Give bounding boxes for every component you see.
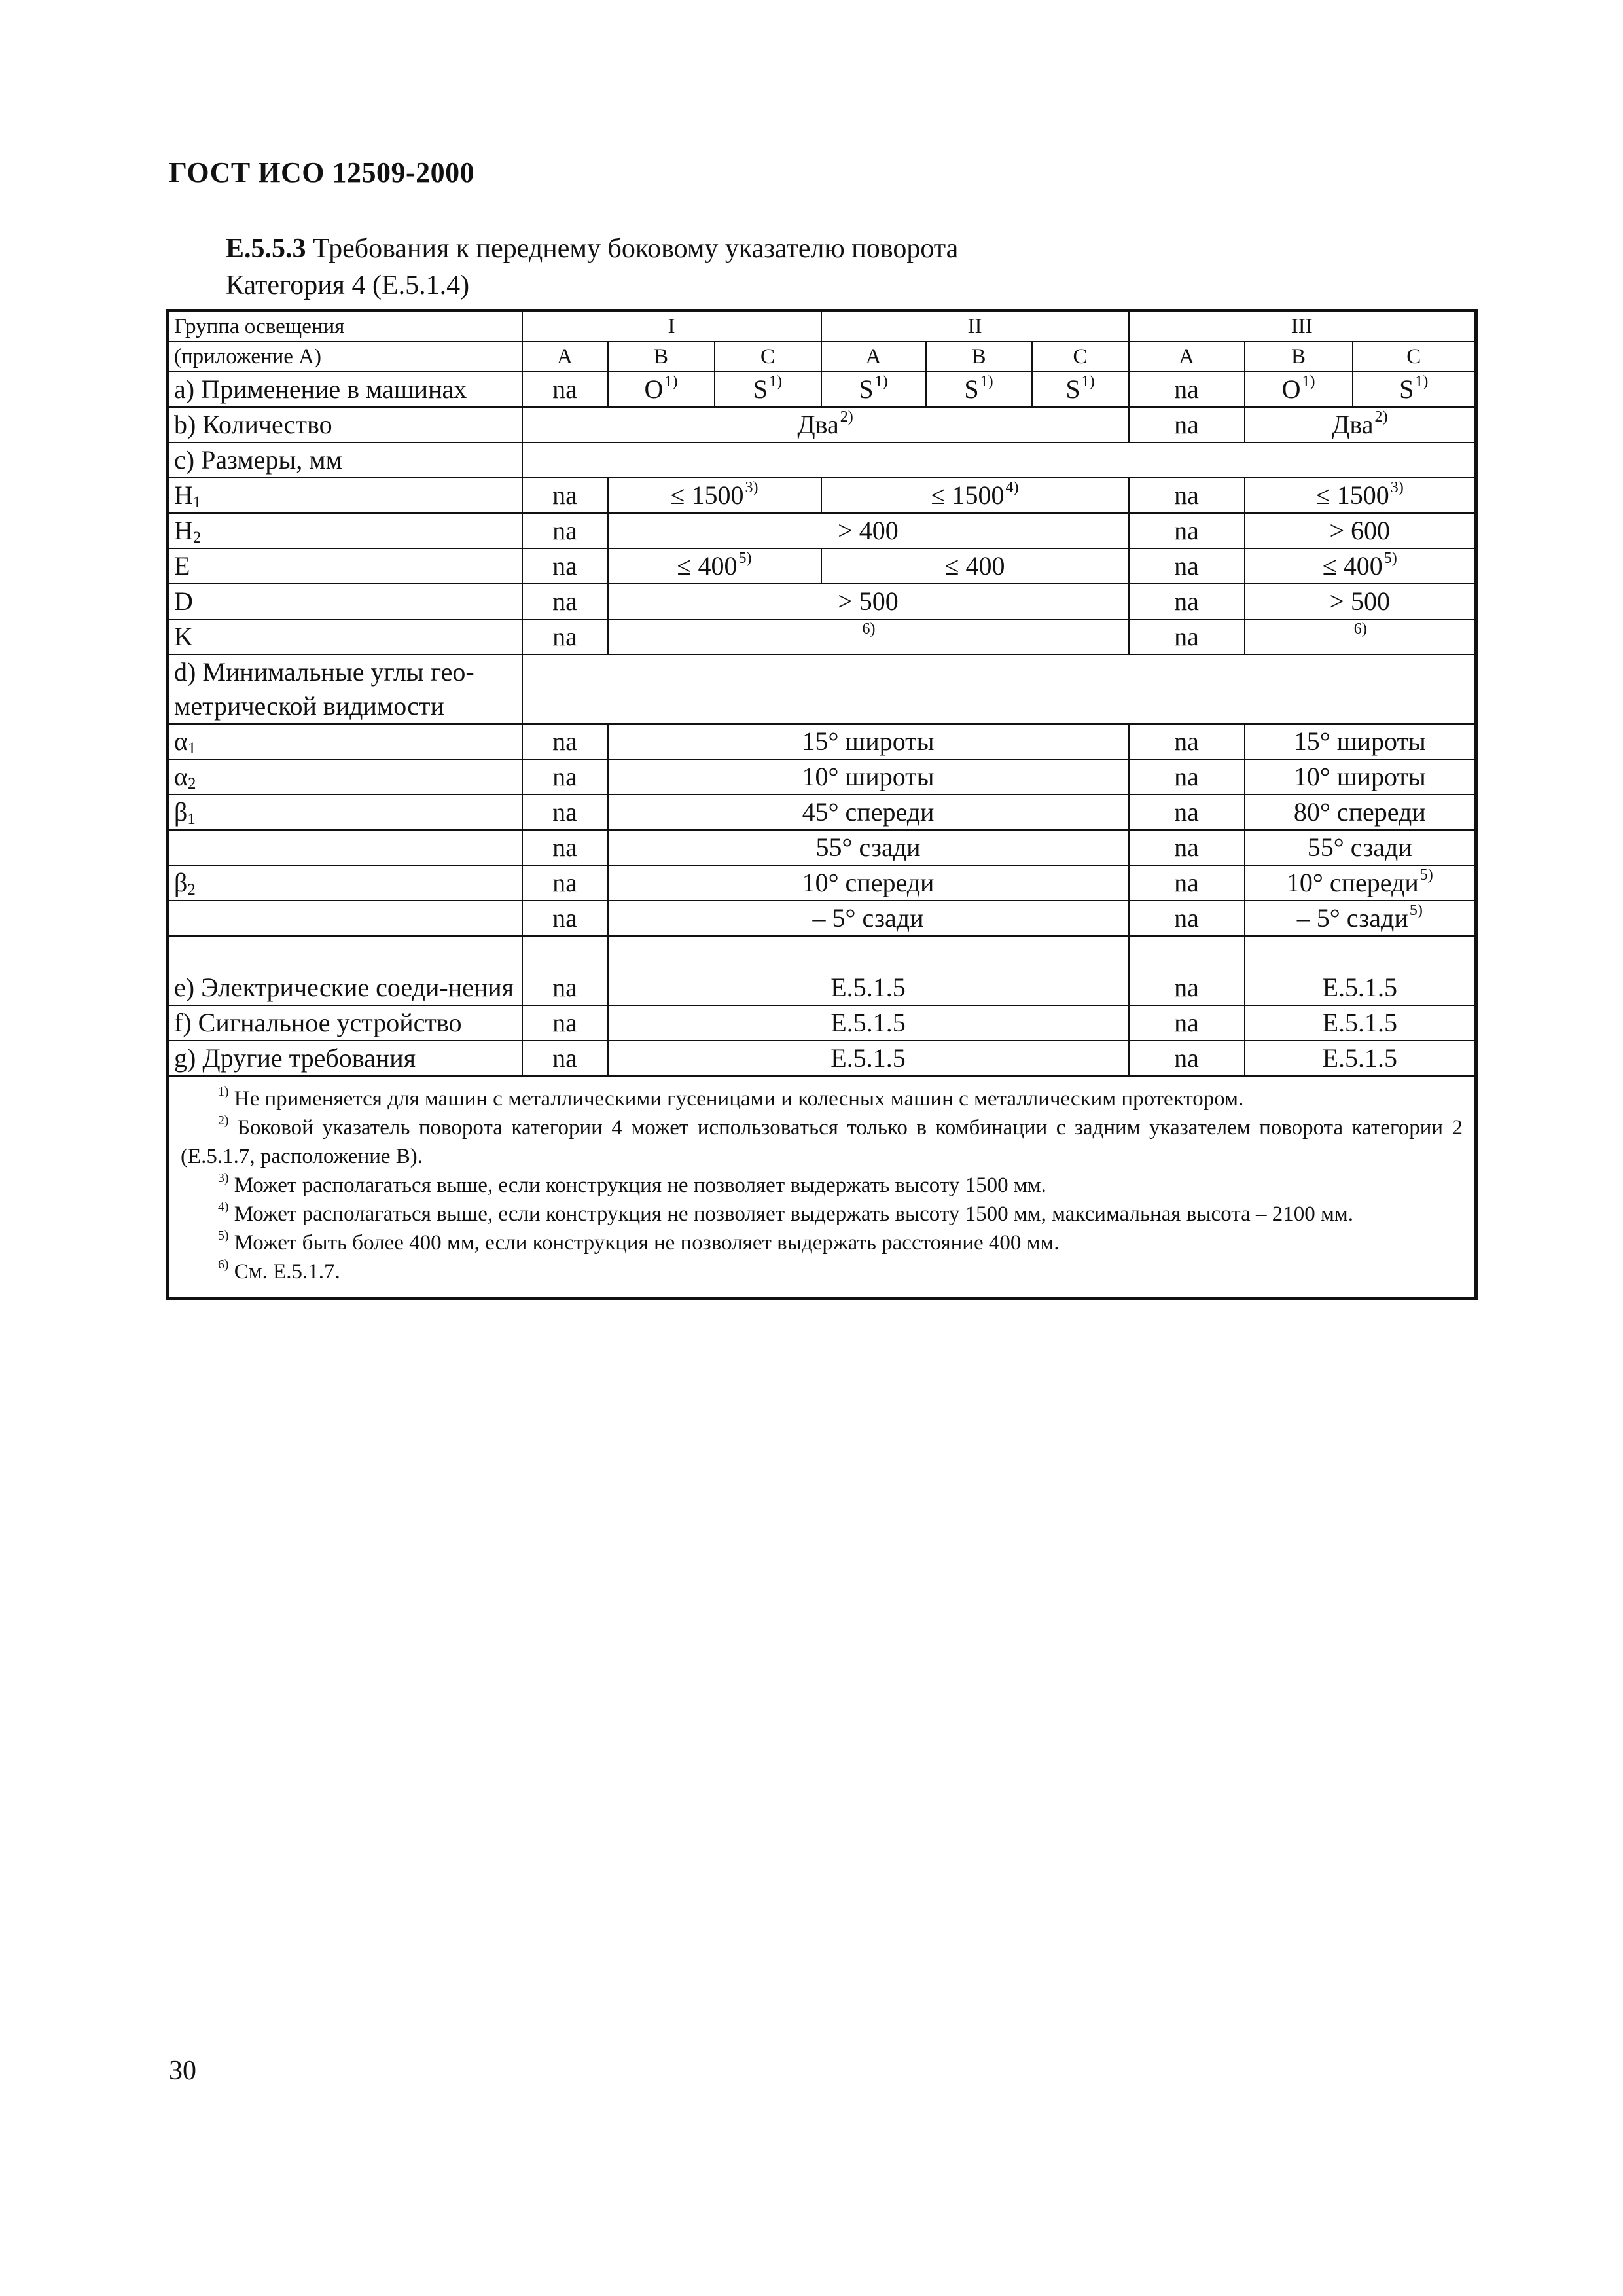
row-label: $H_1$ [168, 478, 522, 513]
page-number: 30 [169, 2056, 196, 2086]
subcol: A [1129, 342, 1245, 372]
row-beta1-rear [168, 830, 1476, 865]
table-cell: 55° сзади [608, 830, 1129, 865]
subcol: B [1245, 342, 1353, 372]
footnote: $^{4)}$ Может располагаться выше, если конструкция не позволяет выдержать высоту 1500 мм, максимальная высота – 2100 мм. [218, 1200, 1353, 1226]
table-cell: na [522, 724, 608, 759]
table-cell: na [522, 1005, 608, 1041]
table-cell: na [522, 513, 608, 548]
table-cell: na [1129, 724, 1245, 759]
row-alpha2 [168, 759, 1476, 795]
subcol: C [1032, 342, 1129, 372]
table-cell: ≤ $1500^{4)}$ [821, 478, 1129, 513]
section-subtitle: Категория 4 (Е.5.1.4) [226, 270, 470, 300]
table-cell: na [522, 936, 608, 1005]
table-cell: na [1129, 407, 1245, 442]
row-e [168, 548, 1476, 584]
footnote: $^{2)}$ Боковой указатель поворота категории 4 может использоваться только в комбинации с задним указателем поворота категории 2 (Е.5.1.7, расположение В). [181, 1113, 1463, 1168]
row-min-angles [168, 655, 1476, 724]
section-heading [226, 230, 958, 304]
table-cell: E.5.1.5 [1245, 1005, 1476, 1041]
row-label: $\beta_1$ [168, 795, 522, 830]
row-application [168, 372, 1476, 407]
row-alpha1 [168, 724, 1476, 759]
table-cell: > 400 [608, 513, 1129, 548]
group-iii: III [1129, 311, 1476, 342]
table-cell: ≤ 400 [821, 548, 1129, 584]
footnote: $^{5)}$ Может быть более 400 мм, если конструкция не позволяет выдержать расстояние 400 мм. [218, 1229, 1060, 1255]
section-number: Е.5.5.3 [226, 234, 306, 264]
subcol: A [821, 342, 926, 372]
header-row-groups [168, 311, 1476, 342]
footnote: $^{3)}$ Может располагаться выше, если конструкция не позволяет выдержать высоту 1500 мм. [218, 1171, 1046, 1197]
table-cell: 15° широты [1245, 724, 1476, 759]
row-label: a) Применение в машинах [168, 372, 522, 407]
group-i: I [522, 311, 821, 342]
row-k [168, 619, 1476, 655]
table-cell: > 500 [1245, 584, 1476, 619]
row-label [168, 830, 522, 865]
row-label: K [168, 619, 522, 655]
subcol: B [608, 342, 715, 372]
table-cell: ≤ $400^{5)}$ [608, 548, 821, 584]
table-cell: na [1129, 901, 1245, 936]
table-cell: – 5° сзади [608, 901, 1129, 936]
table-cell: na [1129, 513, 1245, 548]
row-label: $\beta_2$ [168, 865, 522, 901]
document-code: ГОСТ ИСО 12509-2000 [169, 156, 475, 188]
table-cell: E.5.1.5 [608, 1041, 1129, 1076]
row-beta2-rear [168, 901, 1476, 936]
table-cell: ≤ $1500^{3)}$ [1245, 478, 1476, 513]
table-cell: na [1129, 372, 1245, 407]
row-label: f) Сигнальное устройство [168, 1005, 522, 1041]
row-other [168, 1041, 1476, 1076]
table-cell: na [1129, 1005, 1245, 1041]
table-cell: na [1129, 1041, 1245, 1076]
table-cell: Два$^{2)}$ [522, 407, 1129, 442]
group-label-line2: (приложение А) [168, 342, 522, 372]
row-label: e) Электрические соеди-нения [168, 936, 522, 1005]
requirements-table [166, 309, 1478, 1300]
row-label: $\alpha_2$ [168, 759, 522, 795]
table-cell: na [1129, 830, 1245, 865]
table-cell: na [1129, 619, 1245, 655]
table-cell: $S^{1)}$ [715, 372, 821, 407]
table-cell: 6) [1245, 619, 1476, 655]
table-cell: na [1129, 936, 1245, 1005]
row-label: c) Размеры, мм [168, 442, 522, 478]
section-title: Требования к переднему боковому указателю поворота [313, 234, 959, 264]
table-cell: 15° широты [608, 724, 1129, 759]
table-cell: na [522, 759, 608, 795]
subcol: B [926, 342, 1032, 372]
table-cell: 80° спереди [1245, 795, 1476, 830]
table-cell: 6) [608, 619, 1129, 655]
table-cell: Два$^{2)}$ [1245, 407, 1476, 442]
table-cell: E.5.1.5 [1245, 936, 1476, 1005]
table-cell: ≤ $400^{5)}$ [1245, 548, 1476, 584]
table-cell: 45° спереди [608, 795, 1129, 830]
table-cell: na [522, 1041, 608, 1076]
table-cell [522, 442, 1476, 478]
table-cell: na [1129, 548, 1245, 584]
table-cell: > 600 [1245, 513, 1476, 548]
subcol: C [1353, 342, 1476, 372]
table-cell: na [1129, 759, 1245, 795]
table-cell: – 5° сзади$^{5)}$ [1245, 901, 1476, 936]
table-cell: na [522, 619, 608, 655]
table-cell: na [1129, 865, 1245, 901]
row-label [168, 901, 522, 936]
row-label: E [168, 548, 522, 584]
row-quantity [168, 407, 1476, 442]
table-cell: na [1129, 584, 1245, 619]
row-h2 [168, 513, 1476, 548]
table-cell: na [522, 372, 608, 407]
table-cell: na [522, 901, 608, 936]
table-cell: E.5.1.5 [1245, 1041, 1476, 1076]
table-cell: na [522, 795, 608, 830]
table-cell: $O^{1)}$ [608, 372, 715, 407]
table-cell: 55° сзади [1245, 830, 1476, 865]
table-cell: 10° широты [608, 759, 1129, 795]
table-cell: $S^{1)}$ [821, 372, 926, 407]
row-label: $H_2$ [168, 513, 522, 548]
row-label: D [168, 584, 522, 619]
table-cell: $O^{1)}$ [1245, 372, 1353, 407]
row-label: b) Количество [168, 407, 522, 442]
table-cell: na [522, 548, 608, 584]
row-label: d) Минимальные углы гео-метрической видимости [168, 655, 522, 724]
footnote: $^{1)}$ Не применяется для машин с металлическими гусеницами и колесных машин с металлическим протектором. [218, 1085, 1244, 1111]
row-label: $\alpha_1$ [168, 724, 522, 759]
subcol: C [715, 342, 821, 372]
group-label-line1: Группа освещения [168, 311, 522, 342]
table-cell: ≤ $1500^{3)}$ [608, 478, 821, 513]
table-cell: na [522, 830, 608, 865]
table-cell: na [522, 478, 608, 513]
table-cell [522, 655, 1476, 724]
table-cell: 10° спереди$^{5)}$ [1245, 865, 1476, 901]
table-cell: 10° спереди [608, 865, 1129, 901]
table-cell: na [1129, 795, 1245, 830]
table-cell: 10° широты [1245, 759, 1476, 795]
header-row-subcols [168, 342, 1476, 372]
footnotes-row [168, 1076, 1476, 1299]
table-cell: E.5.1.5 [608, 1005, 1129, 1041]
row-dimensions [168, 442, 1476, 478]
table-cell: E.5.1.5 [608, 936, 1129, 1005]
footnote: $^{6)}$ См. Е.5.1.7. [218, 1257, 340, 1283]
subcol: A [522, 342, 608, 372]
table-cell: na [1129, 478, 1245, 513]
row-label: g) Другие требования [168, 1041, 522, 1076]
row-d [168, 584, 1476, 619]
group-ii: II [821, 311, 1129, 342]
row-h1 [168, 478, 1476, 513]
row-beta1-front [168, 795, 1476, 830]
table-cell: $S^{1)}$ [1353, 372, 1476, 407]
footnotes [168, 1076, 1476, 1299]
table-cell: $S^{1)}$ [926, 372, 1032, 407]
row-signal [168, 1005, 1476, 1041]
table-cell: > 500 [608, 584, 1129, 619]
table-cell: $S^{1)}$ [1032, 372, 1129, 407]
table-cell: na [522, 865, 608, 901]
table-cell: na [522, 584, 608, 619]
row-electrical [168, 936, 1476, 1005]
row-beta2-front [168, 865, 1476, 901]
